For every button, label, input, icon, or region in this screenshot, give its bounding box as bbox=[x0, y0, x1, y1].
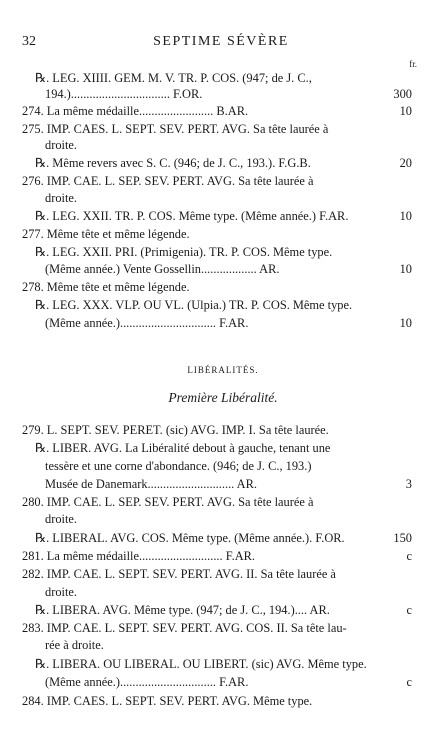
catalog-line: 278. Même tête et même légende. bbox=[22, 280, 190, 294]
catalog-line: ℞. LIBERAL. AVG. COS. Même type. (Même année.). F.OR. 150 bbox=[35, 531, 412, 545]
catalog-line: droite. bbox=[45, 585, 77, 599]
page-number: 32 bbox=[22, 34, 36, 49]
catalog-line: (Même année.)............................... F.AR. c bbox=[45, 675, 412, 689]
catalog-line: 284. IMP. CAES. L. SEPT. SEV. PERT. AVG. Même type. bbox=[22, 694, 313, 708]
price-unit: fr. bbox=[409, 59, 417, 69]
running-header bbox=[22, 34, 420, 52]
catalog-line: droite. bbox=[45, 191, 77, 205]
catalog-line: Musée de Danemark............................ AR. 3 bbox=[45, 477, 412, 491]
section-subheading: Première Libéralité. bbox=[168, 390, 278, 405]
catalog-line: 280. IMP. CAE. L. SEP. SEV. PERT. AVG. Sa tête laurée à bbox=[22, 495, 314, 509]
catalog-line: ℞. LIBER. AVG. La Libéralité debout à gauche, tenant une bbox=[35, 441, 331, 455]
catalog-line: (Même année.) Vente Gossellin.................. AR. 10 bbox=[45, 262, 412, 276]
catalog-line: ℞. LIBERA. OU LIBERAL. OU LIBERT. (sic) AVG. Même type. bbox=[35, 657, 367, 671]
catalog-line: ℞. LEG. XXII. TR. P. COS. Même type. (Même année.) F.AR. 10 bbox=[35, 209, 412, 223]
page-title: SEPTIME SÉVÈRE bbox=[153, 34, 289, 49]
catalog-line: 281. La même médaille........................... F.AR. c bbox=[22, 549, 412, 563]
catalog-line: ℞. LEG. XXII. PRI. (Primigenia). TR. P. COS. Même type. bbox=[35, 245, 333, 259]
catalog-line: ℞. LEG. XXX. VLP. OU VL. (Ulpia.) TR. P. COS. Même type. bbox=[35, 298, 353, 312]
catalog-line: ℞. LEG. XIIII. GEM. M. V. TR. P. COS. (947; de J. C., bbox=[35, 71, 312, 85]
catalog-line: droite. bbox=[45, 138, 77, 152]
catalog-line: 275. IMP. CAES. L. SEPT. SEV. PERT. AVG. Sa tête laurée à bbox=[22, 122, 329, 136]
catalog-line: ℞. LIBERA. AVG. Même type. (947; de J. C., 194.).... AR. c bbox=[35, 603, 412, 617]
catalog-line: 282. IMP. CAE. L. SEPT. SEV. PERT. AVG. II. Sa tête laurée à bbox=[22, 567, 336, 581]
catalog-line: rée à droite. bbox=[45, 638, 104, 652]
catalog-line: ℞. Même revers avec S. C. (946; de J. C., 193.). F.G.B. 20 bbox=[35, 156, 412, 170]
catalog-line: 194.)................................ F.OR. 300 bbox=[45, 87, 412, 101]
catalog-line: 276. IMP. CAE. L. SEP. SEV. PERT. AVG. Sa tête laurée à bbox=[22, 174, 314, 188]
catalog-line: 277. Même tête et même légende. bbox=[22, 227, 190, 241]
section-heading: LIBÉRALITÉS. bbox=[187, 365, 259, 375]
catalog-line: (Même année.)............................... F.AR. 10 bbox=[45, 316, 412, 330]
catalog-line: 279. L. SEPT. SEV. PERET. (sic) AVG. IMP. I. Sa tête laurée. bbox=[22, 423, 329, 437]
catalog-line: droite. bbox=[45, 512, 77, 526]
catalog-line: tessère et une corne d'abondance. (946; de J. C., 193.) bbox=[45, 459, 312, 473]
catalog-line: 274. La même médaille........................ B.AR. 10 bbox=[22, 104, 412, 118]
catalog-line: 283. IMP. CAE. L. SEPT. SEV. PERT. AVG. COS. II. Sa tête lau- bbox=[22, 621, 347, 635]
